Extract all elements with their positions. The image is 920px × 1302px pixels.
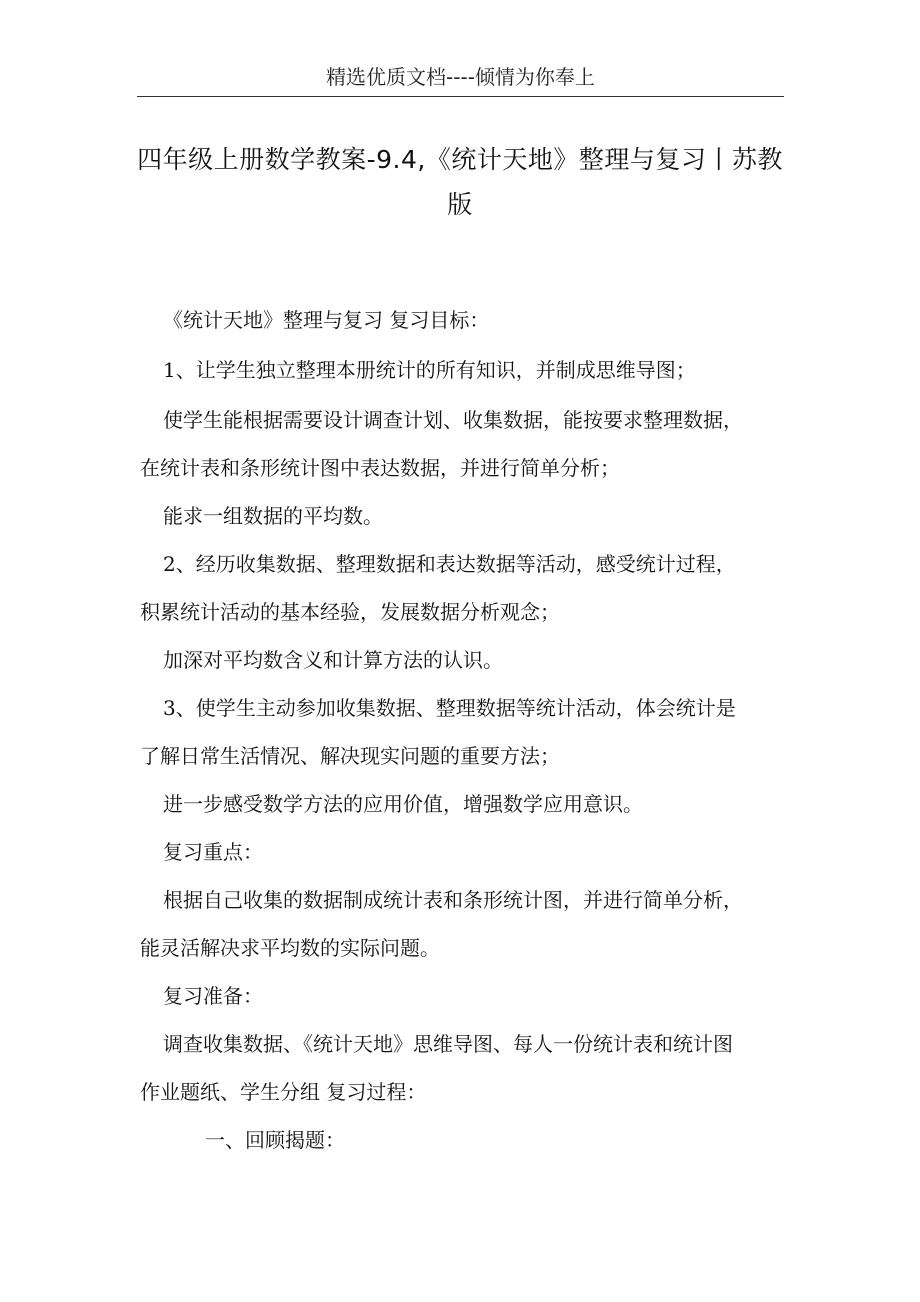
paragraph-line: 调查收集数据、《统计天地》思维导图、每人一份统计表和统计图 (163, 1032, 733, 1056)
title-line-2: 版 (447, 190, 473, 219)
paragraph-line: 能灵活解决求平均数的实际问题。 (140, 936, 440, 960)
header-text: 精选优质文档----倾情为你奉上 (326, 65, 595, 89)
paragraph-line: 2、经历收集数据、整理数据和表达数据等活动，感受统计过程， (163, 552, 736, 576)
section-heading: 复习重点： (163, 840, 263, 864)
page-header (137, 62, 784, 97)
paragraph-line: 使学生能根据需要设计调查计划、收集数据，能按要求整理数据， (163, 408, 743, 432)
section-heading: 一、回顾揭题： (205, 1128, 345, 1152)
paragraph-line: 能求一组数据的平均数。 (163, 504, 383, 528)
paragraph-line: 作业题纸、学生分组 复习过程： (140, 1080, 427, 1104)
document-title (130, 137, 790, 227)
paragraph-line: 1、让学生独立整理本册统计的所有知识，并制成思维导图； (163, 358, 696, 382)
paragraph-line: 在统计表和条形统计图中表达数据，并进行简单分析； (140, 456, 620, 480)
paragraph-line: 进一步感受数学方法的应用价值，增强数学应用意识。 (163, 792, 643, 816)
paragraph-line: 根据自己收集的数据制成统计表和条形统计图，并进行简单分析， (163, 888, 743, 912)
paragraph-line: 《统计天地》整理与复习 复习目标： (163, 308, 490, 332)
paragraph-line: 了解日常生活情况、解决现实问题的重要方法； (140, 744, 560, 768)
title-line-1: 四年级上册数学教案-9.4,《统计天地》整理与复习丨苏教 (137, 145, 783, 174)
section-heading: 复习准备： (163, 984, 263, 1008)
paragraph-line: 积累统计活动的基本经验，发展数据分析观念； (140, 600, 560, 624)
paragraph-line: 加深对平均数含义和计算方法的认识。 (163, 648, 503, 672)
paragraph-line: 3、使学生主动参加收集数据、整理数据等统计活动，体会统计是 (163, 696, 736, 720)
